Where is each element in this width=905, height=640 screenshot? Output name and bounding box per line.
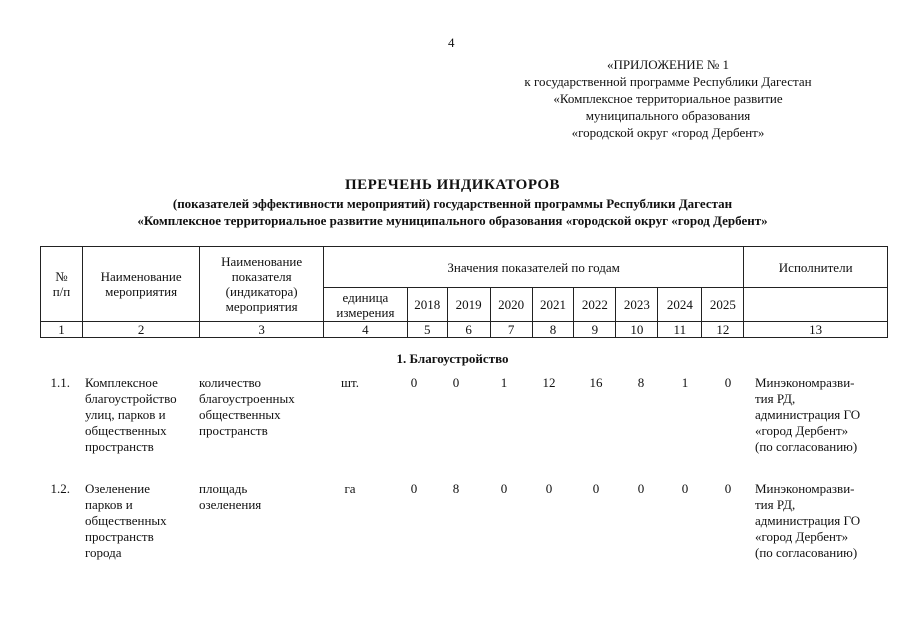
column-number: 13 — [744, 322, 888, 338]
appendix-header — [478, 56, 858, 141]
header-year: 2020 — [490, 288, 532, 322]
header-year: 2019 — [447, 288, 490, 322]
year-value: 0 — [410, 481, 418, 496]
column-number: 12 — [702, 322, 744, 338]
year-value: 0 — [452, 375, 460, 390]
header-executors-blank — [744, 288, 888, 322]
year-value: 0 — [500, 481, 508, 496]
header-year: 2023 — [616, 288, 658, 322]
column-number: 6 — [447, 322, 490, 338]
column-number: 3 — [200, 322, 324, 338]
appendix-line: «городской округ «город Дербент» — [571, 125, 765, 140]
year-value: 0 — [681, 481, 689, 496]
column-number: 7 — [490, 322, 532, 338]
column-number: 10 — [616, 322, 658, 338]
column-number: 11 — [658, 322, 702, 338]
column-number: 9 — [574, 322, 616, 338]
appendix-line: муниципального образования — [585, 108, 751, 123]
year-value: 0 — [545, 481, 553, 496]
section-title: 1. Благоустройство — [396, 351, 509, 366]
page-number: 4 — [448, 35, 455, 50]
column-number: 5 — [407, 322, 447, 338]
year-value: 0 — [724, 481, 732, 496]
header-year: 2018 — [407, 288, 447, 322]
appendix-line: «Комплексное территориальное развитие — [553, 91, 783, 106]
year-value: 1 — [500, 375, 508, 390]
year-value: 0 — [410, 375, 418, 390]
header-event-name: Наименование мероприятия — [82, 247, 199, 322]
header-unit: единица измерения — [323, 288, 407, 322]
event-name: Озеленение парков и общественных пространств города — [85, 481, 167, 560]
year-value: 0 — [724, 375, 732, 390]
indicator-name: площадь озеленения — [199, 481, 262, 512]
row-number: 1.1. — [50, 375, 70, 390]
indicators-table-header — [40, 246, 888, 338]
column-number: 1 — [41, 322, 83, 338]
year-value: 0 — [592, 481, 600, 496]
header-num: № п/п — [41, 247, 83, 322]
year-value: 12 — [542, 375, 556, 390]
title-subtitle: «Комплексное территориальное развитие муниципального образования «городской округ «город Дербент» — [137, 213, 768, 228]
indicator-name: количество благоустроенных общественных пространств — [199, 375, 295, 438]
column-number: 8 — [532, 322, 574, 338]
year-value: 0 — [637, 481, 645, 496]
header-indicator-name: Наименование показателя (индикатора) мероприятия — [200, 247, 324, 322]
row-number: 1.2. — [50, 481, 70, 496]
header-year: 2025 — [702, 288, 744, 322]
unit-value: шт. — [341, 375, 359, 390]
event-name: Комплексное благоустройство улиц, парков и общественных пространств — [85, 375, 177, 454]
header-year: 2021 — [532, 288, 574, 322]
title-subtitle: (показателей эффективности мероприятий) государственной программы Республики Дагестан — [172, 196, 733, 211]
header-year: 2022 — [574, 288, 616, 322]
appendix-line: к государственной программе Республики Дагестан — [524, 74, 812, 89]
header-values-by-year: Значения показателей по годам — [323, 247, 743, 288]
executor: Минэкономразви- тия РД, администрация ГО «город Дербент» (по согласованию) — [755, 481, 861, 560]
year-value: 8 — [452, 481, 460, 496]
header-year: 2024 — [658, 288, 702, 322]
year-value: 8 — [637, 375, 645, 390]
year-value: 16 — [589, 375, 603, 390]
appendix-line: «ПРИЛОЖЕНИЕ № 1 — [606, 57, 730, 72]
column-number: 4 — [323, 322, 407, 338]
column-number: 2 — [82, 322, 199, 338]
executor: Минэкономразви- тия РД, администрация ГО «город Дербент» (по согласованию) — [755, 375, 861, 454]
header-executors: Исполнители — [744, 247, 888, 288]
document-title — [0, 176, 905, 229]
title-main: ПЕРЕЧЕНЬ ИНДИКАТОРОВ — [344, 177, 561, 193]
year-value: 1 — [681, 375, 689, 390]
unit-value: га — [344, 481, 356, 496]
